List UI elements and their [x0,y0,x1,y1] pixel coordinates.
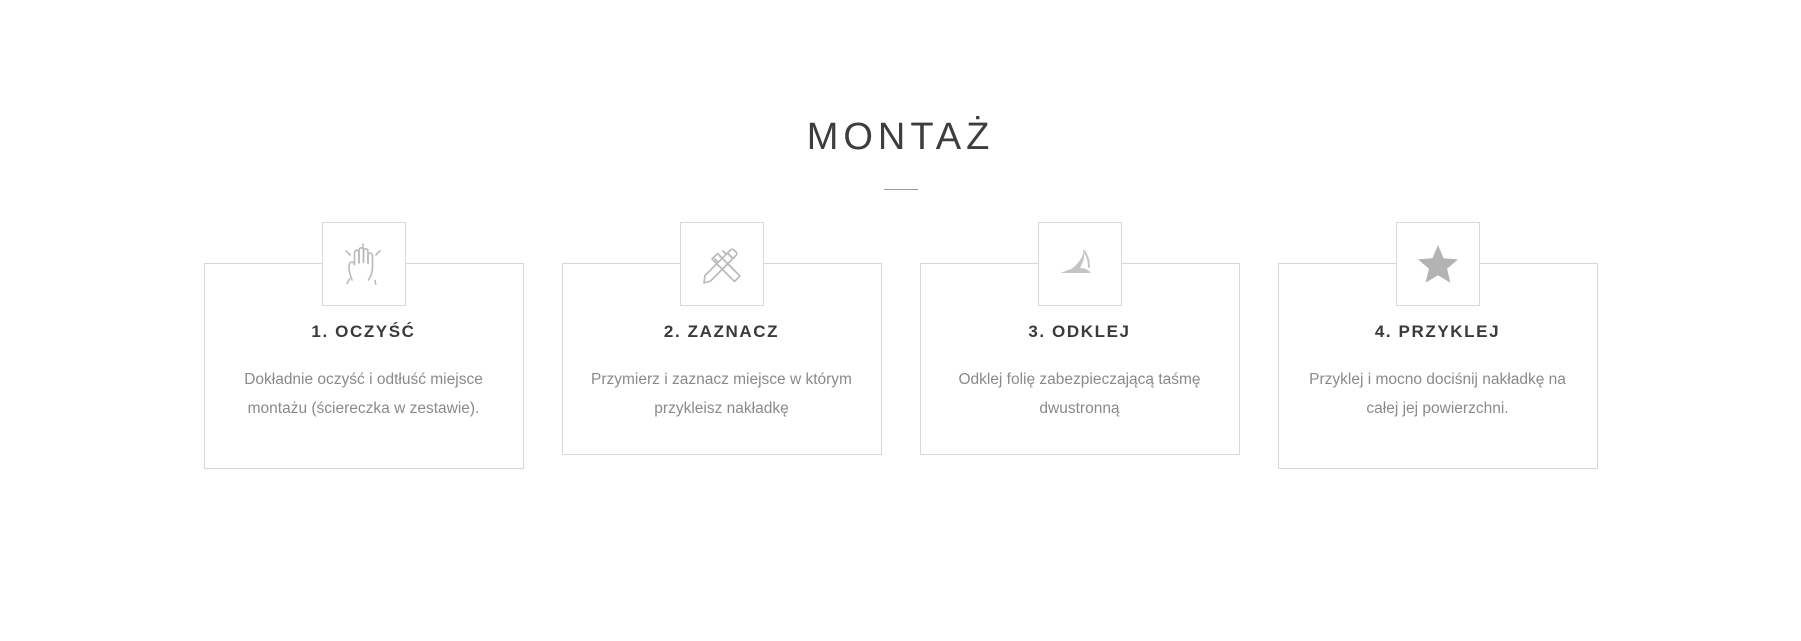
list-item [562,222,882,455]
step-description: Przymierz i zaznacz miejsce w którym przykleisz nakładkę [591,371,852,418]
section-header [0,0,1801,190]
step-title: 2. ZAZNACZ [663,322,780,341]
page-title: MONTAŻ [806,116,995,158]
step-icon-box [680,222,764,306]
list-item [204,222,524,469]
ruler-pencil-icon [697,239,747,289]
list-item [1278,222,1598,469]
step-icon-box [322,222,406,306]
list-item [920,222,1240,455]
step-description: Przyklej i mocno dociśnij nakładkę na całej jej powierzchni. [1309,371,1566,418]
hand-wipe-icon [339,239,389,289]
step-title: 1. OCZYŚĆ [311,322,416,341]
star-icon [1413,239,1463,289]
peel-film-icon [1055,239,1105,289]
steps-list [0,222,1801,469]
step-title: 3. ODKLEJ [1028,322,1131,341]
step-description: Dokładnie oczyść i odtłuść miejsce montażu (ściereczka w zestawie). [244,371,483,418]
step-icon-box [1396,222,1480,306]
step-description: Odklej folię zabezpieczającą taśmę dwustronną [958,371,1201,418]
step-title: 4. PRZYKLEJ [1374,322,1501,341]
step-icon-box [1038,222,1122,306]
title-divider [884,189,918,190]
